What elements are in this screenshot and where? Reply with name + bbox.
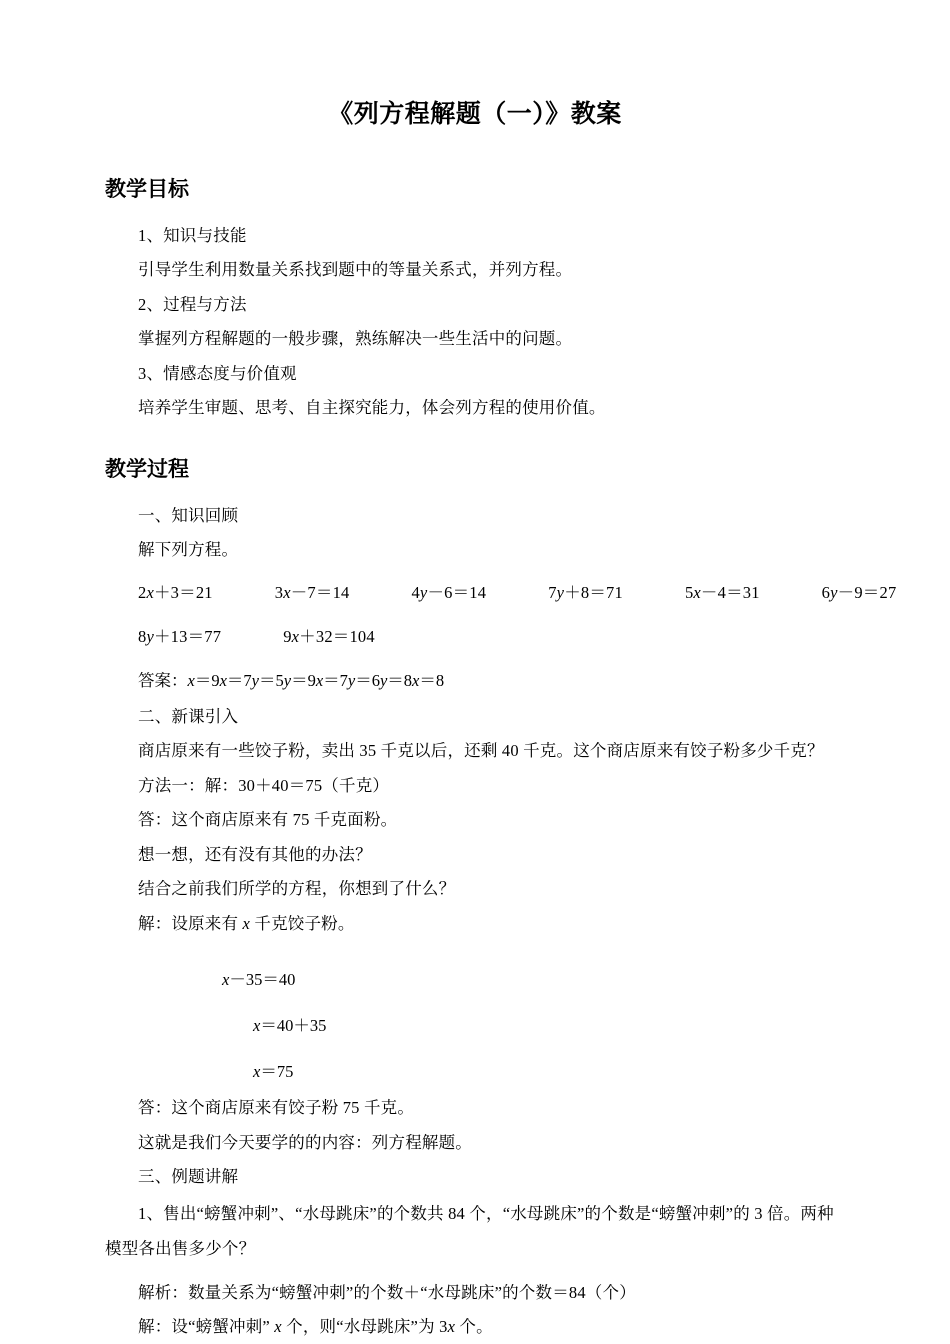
example-question-1: 1、售出“螃蟹冲刺”、“水母跳床”的个数共 84 个，“水母跳床”的个数是“螃蟹冲刺”的 3 倍。两种模型各出售多少个？: [105, 1203, 834, 1259]
page-title: 《列方程解题（一）》教案: [328, 100, 622, 128]
goal-item-2-label: 2、过程与方法: [138, 294, 247, 314]
method-one-line: 方法一：解：30＋40＝75（千克）: [138, 775, 390, 795]
part-one-label: 一、知识回顾: [138, 505, 239, 525]
part-two-label: 二、新课引入: [138, 706, 239, 726]
equation-solution-block: [105, 932, 845, 1082]
equation-5: 5x－4＝31: [684, 582, 760, 602]
part-two-final-answer: 答：这个商店原来有饺子粉 75 千克。: [138, 1098, 415, 1118]
answer-8: x＝8: [412, 670, 445, 690]
equation-7: 8y＋13＝77: [138, 626, 222, 646]
answer-label: 答案：: [138, 670, 188, 690]
section-heading-teaching-goals: 教学目标: [105, 177, 189, 201]
think-prompt-1: 想一想，还有没有其他的办法？: [138, 844, 372, 864]
goal-item-2-text: 掌握列方程解题的一般步骤，熟练解决一些生活中的问题。: [138, 329, 573, 349]
answer-2: x＝7: [219, 670, 252, 690]
answer-row: [105, 647, 845, 691]
solution-step-2: x＝40＋35: [253, 1016, 327, 1036]
solution-step-3: x＝75: [253, 1062, 294, 1082]
example-solution-setup: 解：设“螃蟹冲刺” x 个，则“水母跳床”为 3x 个。: [138, 1317, 493, 1337]
answer-3: y＝5: [251, 670, 284, 690]
goal-item-3-label: 3、情感态度与价值观: [138, 363, 297, 383]
equation-4: 7y＋8＝71: [548, 582, 623, 602]
part-one-instruction: 解下列方程。: [138, 540, 239, 560]
answer-5: x＝7: [315, 670, 348, 690]
section-heading-teaching-process: 教学过程: [105, 457, 189, 481]
think-prompt-2: 结合之前我们所学的方程，你想到了什么？: [138, 879, 456, 899]
part-two-conclusion: 这就是我们今天要学的的内容：列方程解题。: [138, 1132, 472, 1152]
equation-row-1: [105, 559, 897, 603]
solution-step-1: x－35＝40: [222, 970, 296, 990]
method-one-answer: 答：这个商店原来有 75 千克面粉。: [138, 810, 398, 830]
answer-6: y＝6: [347, 670, 380, 690]
answer-4: y＝9: [283, 670, 316, 690]
example-analysis: 解析：数量关系为“螃蟹冲刺”的个数＋“水母跳床”的个数＝84（个）: [138, 1282, 636, 1302]
part-two-problem: 商店原来有一些饺子粉，卖出 35 千克以后，还剩 40 千克。这个商店原来有饺子粉多少千克？: [138, 741, 824, 761]
goal-item-1-label: 1、知识与技能: [138, 225, 247, 245]
equation-row-2: [105, 603, 845, 647]
equation-6: 6y－9＝27: [821, 582, 897, 602]
goal-item-1-text: 引导学生利用数量关系找到题中的等量关系式，并列方程。: [138, 260, 573, 280]
equation-1: 2x＋3＝21: [138, 582, 213, 602]
equation-8: 9x＋32＝104: [283, 626, 375, 646]
solution-setup-line: 解：设原来有 x 千克饺子粉。: [138, 913, 355, 933]
answer-1: x＝9: [187, 670, 220, 690]
part-three-label: 三、例题讲解: [138, 1167, 239, 1187]
equation-2: 3x－7＝14: [274, 582, 350, 602]
equation-3: 4y－6＝14: [411, 582, 487, 602]
answer-7: y＝8: [379, 670, 413, 690]
goal-item-3-text: 培养学生审题、思考、自主探究能力，体会列方程的使用价值。: [138, 398, 606, 418]
